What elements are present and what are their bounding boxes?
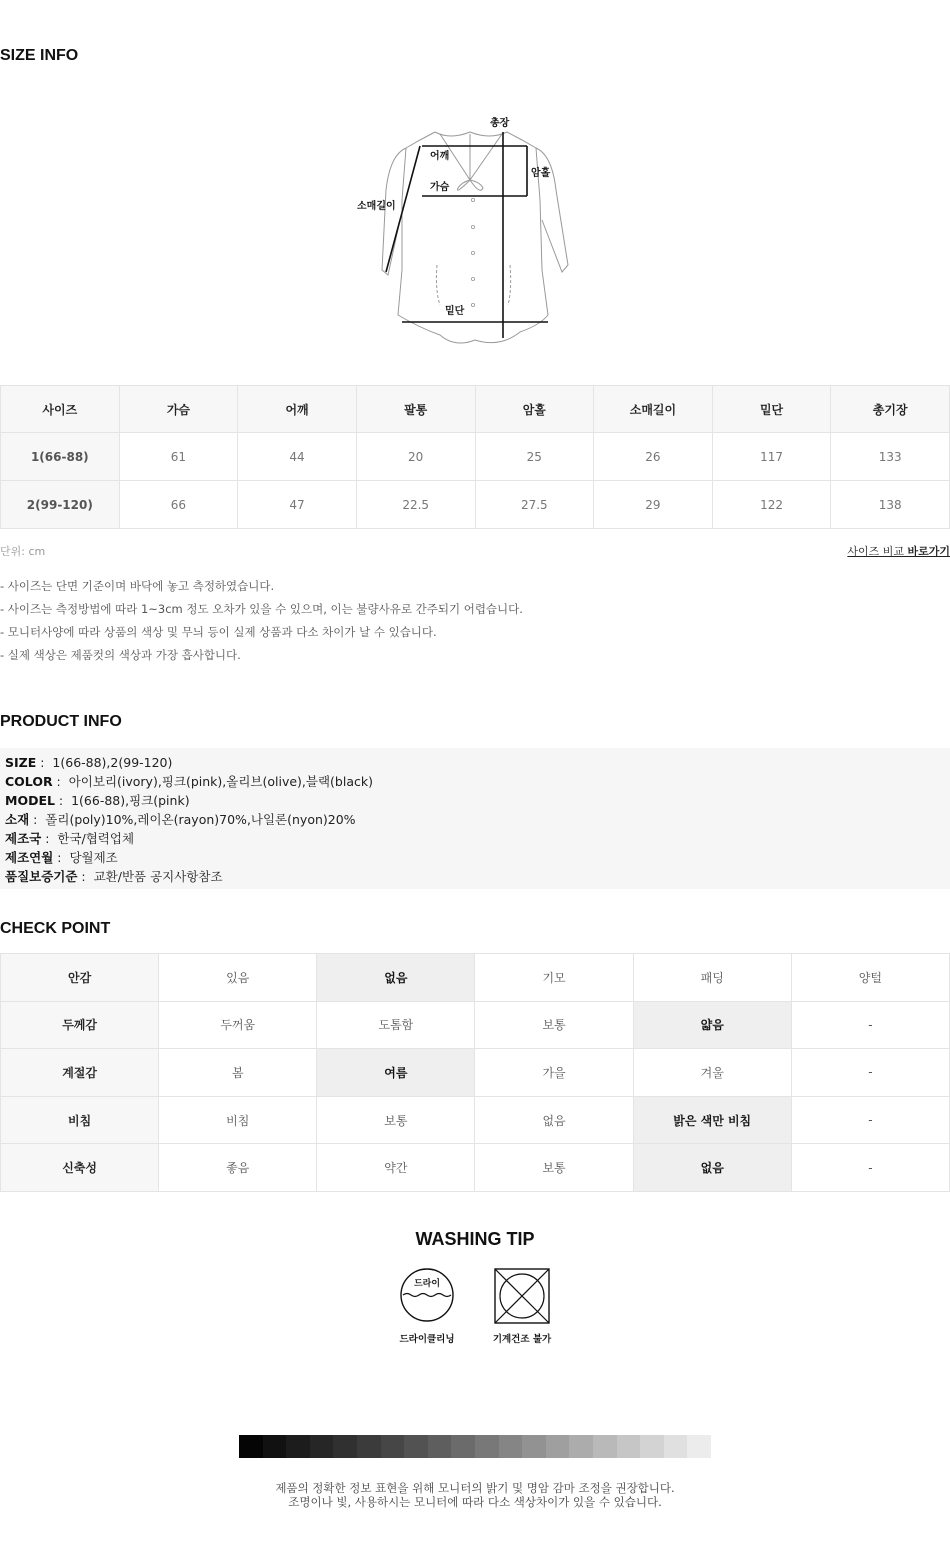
product-info-row: 소재 : 폴리(poly)10%,레이온(rayon)70%,나일론(nyon)20% (5, 812, 356, 827)
gray-swatch (593, 1435, 617, 1458)
check-option: 패딩 (633, 954, 791, 1002)
check-option: - (791, 1049, 949, 1097)
check-row-label: 비침 (1, 1096, 159, 1144)
gray-swatch (687, 1435, 711, 1458)
product-info-key: 제조연월 (5, 850, 54, 865)
gray-swatch (428, 1435, 452, 1458)
table-row (1, 1001, 950, 1049)
table-row (1, 481, 950, 529)
check-row-label: 두께감 (1, 1001, 159, 1049)
product-info-value: 교환/반품 공지사항참조 (93, 869, 223, 884)
gray-swatch (263, 1435, 287, 1458)
size-info-title: SIZE INFO (0, 47, 79, 64)
product-info-box (0, 748, 950, 889)
check-option-selected: 여름 (317, 1049, 475, 1097)
check-point-table (0, 953, 950, 1192)
product-info-value: 폴리(poly)10%,레이온(rayon)70%,나일론(nyon)20% (45, 812, 356, 827)
check-option: 보통 (317, 1096, 475, 1144)
gray-swatch (310, 1435, 334, 1458)
product-info-title: PRODUCT INFO (0, 713, 122, 730)
size-cell: 25 (475, 433, 594, 481)
table-row (1, 1096, 950, 1144)
check-option: 좋음 (159, 1144, 317, 1192)
size-cell: 122 (712, 481, 831, 529)
product-info-row: 제조연월 : 당월제조 (5, 850, 118, 865)
dry-clean-symbol-text: 드라이 (413, 1279, 441, 1289)
table-row (1, 1049, 950, 1097)
size-header-cell: 소매길이 (594, 386, 713, 433)
product-info-value: 당월제조 (69, 850, 118, 865)
washing-label: 드라이클리닝 (399, 1334, 455, 1345)
gray-swatch (569, 1435, 593, 1458)
table-row (1, 954, 950, 1002)
product-info-key: MODEL (5, 793, 55, 808)
check-option: 있음 (159, 954, 317, 1002)
note-line: - 모니터사양에 따라 상품의 색상 및 무늬 등이 실제 상품과 다소 차이가 날 수 있습니다. (0, 625, 437, 639)
size-cell: 20 (356, 433, 475, 481)
unit-label: 단위: cm (0, 545, 46, 558)
size-table (0, 385, 950, 529)
check-option-selected: 얇음 (633, 1001, 791, 1049)
gray-swatch (546, 1435, 570, 1458)
monitor-disclaimer (0, 1481, 950, 1509)
washing-item-no-tumble-dry (482, 1265, 562, 1345)
size-header-cell: 총기장 (831, 386, 950, 433)
gray-swatch (499, 1435, 523, 1458)
product-info-key: SIZE (5, 755, 37, 770)
label-armhole: 암홀 (531, 168, 551, 179)
gray-swatch (381, 1435, 405, 1458)
check-option-selected: 없음 (317, 954, 475, 1002)
label-sleeve-length: 소매길이 (357, 201, 396, 212)
washing-tip-title: WASHING TIP (415, 1229, 535, 1249)
check-option: 겨울 (633, 1049, 791, 1097)
check-option: 보통 (475, 1144, 633, 1192)
product-info-value: 1(66-88),핑크(pink) (71, 793, 190, 808)
table-row (1, 1144, 950, 1192)
dry-clean-icon (397, 1265, 457, 1325)
size-table-header (1, 386, 950, 433)
size-header-cell: 어깨 (238, 386, 357, 433)
size-cell: 26 (594, 433, 713, 481)
product-info-key: 품질보증기준 (5, 869, 78, 884)
check-option: 보통 (475, 1001, 633, 1049)
product-info-row: SIZE : 1(66-88),2(99-120) (5, 755, 173, 770)
check-option: 기모 (475, 954, 633, 1002)
no-tumble-dry-icon (491, 1265, 553, 1327)
check-option: 비침 (159, 1096, 317, 1144)
check-option: 양털 (791, 954, 949, 1002)
product-info-value: 1(66-88),2(99-120) (52, 755, 173, 770)
product-info-key: 소재 (5, 812, 30, 827)
label-hem: 밑단 (445, 306, 465, 317)
gray-swatch (522, 1435, 546, 1458)
gray-swatch (404, 1435, 428, 1458)
size-header-cell: 사이즈 (1, 386, 120, 433)
check-option: 도톰함 (317, 1001, 475, 1049)
check-row-label: 계절감 (1, 1049, 159, 1097)
note-line: - 사이즈는 측정방법에 따라 1~3cm 정도 오차가 있을 수 있으며, 이는 불량사유로 간주되기 어렵습니다. (0, 602, 523, 616)
size-header-cell: 밑단 (712, 386, 831, 433)
washing-item-dry-clean (387, 1265, 467, 1345)
check-option: 두꺼움 (159, 1001, 317, 1049)
disclaimer-line: 조명이나 빛, 사용하시는 모니터에 따라 다소 색상차이가 있을 수 있습니다. (288, 1495, 662, 1509)
size-cell: 29 (594, 481, 713, 529)
size-header-cell: 팔통 (356, 386, 475, 433)
size-row-label: 1(66-88) (1, 433, 120, 481)
check-option: 봄 (159, 1049, 317, 1097)
size-cell: 27.5 (475, 481, 594, 529)
size-cell: 133 (831, 433, 950, 481)
size-header-cell: 가슴 (119, 386, 238, 433)
size-compare-link[interactable] (847, 543, 950, 559)
gray-swatch (333, 1435, 357, 1458)
label-shoulder: 어깨 (430, 151, 450, 162)
size-cell: 117 (712, 433, 831, 481)
grayscale-calibration-bar (239, 1435, 711, 1458)
label-total-length: 총장 (490, 118, 510, 129)
check-option-selected: 밝은 색만 비침 (633, 1096, 791, 1144)
product-info-key: COLOR (5, 774, 53, 789)
check-row-label: 안감 (1, 954, 159, 1002)
product-info-value: 아이보리(ivory),핑크(pink),올리브(olive),블랙(black) (68, 774, 373, 789)
check-option: 가을 (475, 1049, 633, 1097)
gray-swatch (357, 1435, 381, 1458)
gray-swatch (475, 1435, 499, 1458)
check-point-title: CHECK POINT (0, 920, 111, 937)
check-row-label: 신축성 (1, 1144, 159, 1192)
check-option: - (791, 1144, 949, 1192)
gray-swatch (451, 1435, 475, 1458)
size-cell: 66 (119, 481, 238, 529)
size-cell: 22.5 (356, 481, 475, 529)
check-option: 약간 (317, 1144, 475, 1192)
size-cell: 47 (238, 481, 357, 529)
check-option: - (791, 1096, 949, 1144)
gray-swatch (640, 1435, 664, 1458)
note-line: - 사이즈는 단면 기준이며 바닥에 놓고 측정하였습니다. (0, 579, 275, 593)
product-info-row: 제조국 : 한국/협력업체 (5, 831, 135, 846)
gray-swatch (664, 1435, 688, 1458)
washing-label: 기계건조 불가 (492, 1334, 552, 1345)
check-option: - (791, 1001, 949, 1049)
product-info-row: COLOR : 아이보리(ivory),핑크(pink),올리브(olive),블랙(black) (5, 774, 373, 789)
product-info-row: 품질보증기준 : 교환/반품 공지사항참조 (5, 869, 223, 884)
gray-swatch (239, 1435, 263, 1458)
check-option: 없음 (475, 1096, 633, 1144)
disclaimer-line: 제품의 정확한 정보 표현을 위해 모니터의 밝기 및 명암 감마 조정을 권장합니다. (275, 1481, 675, 1495)
label-chest: 가슴 (430, 182, 450, 193)
size-compare-shortcut: 바로가기 (907, 545, 950, 558)
size-cell: 61 (119, 433, 238, 481)
size-compare-prefix: 사이즈 비교 (847, 545, 904, 558)
check-option-selected: 없음 (633, 1144, 791, 1192)
garment-size-diagram (340, 110, 600, 360)
product-info-row: MODEL : 1(66-88),핑크(pink) (5, 793, 190, 808)
note-line: - 실제 색상은 제품컷의 색상과 가장 흡사합니다. (0, 648, 241, 662)
size-header-cell: 암홀 (475, 386, 594, 433)
gray-swatch (286, 1435, 310, 1458)
product-info-value: 한국/협력업체 (57, 831, 135, 846)
table-row (1, 433, 950, 481)
product-info-key: 제조국 (5, 831, 42, 846)
size-notes (0, 575, 523, 667)
size-row-label: 2(99-120) (1, 481, 120, 529)
size-cell: 138 (831, 481, 950, 529)
gray-swatch (617, 1435, 641, 1458)
size-cell: 44 (238, 433, 357, 481)
